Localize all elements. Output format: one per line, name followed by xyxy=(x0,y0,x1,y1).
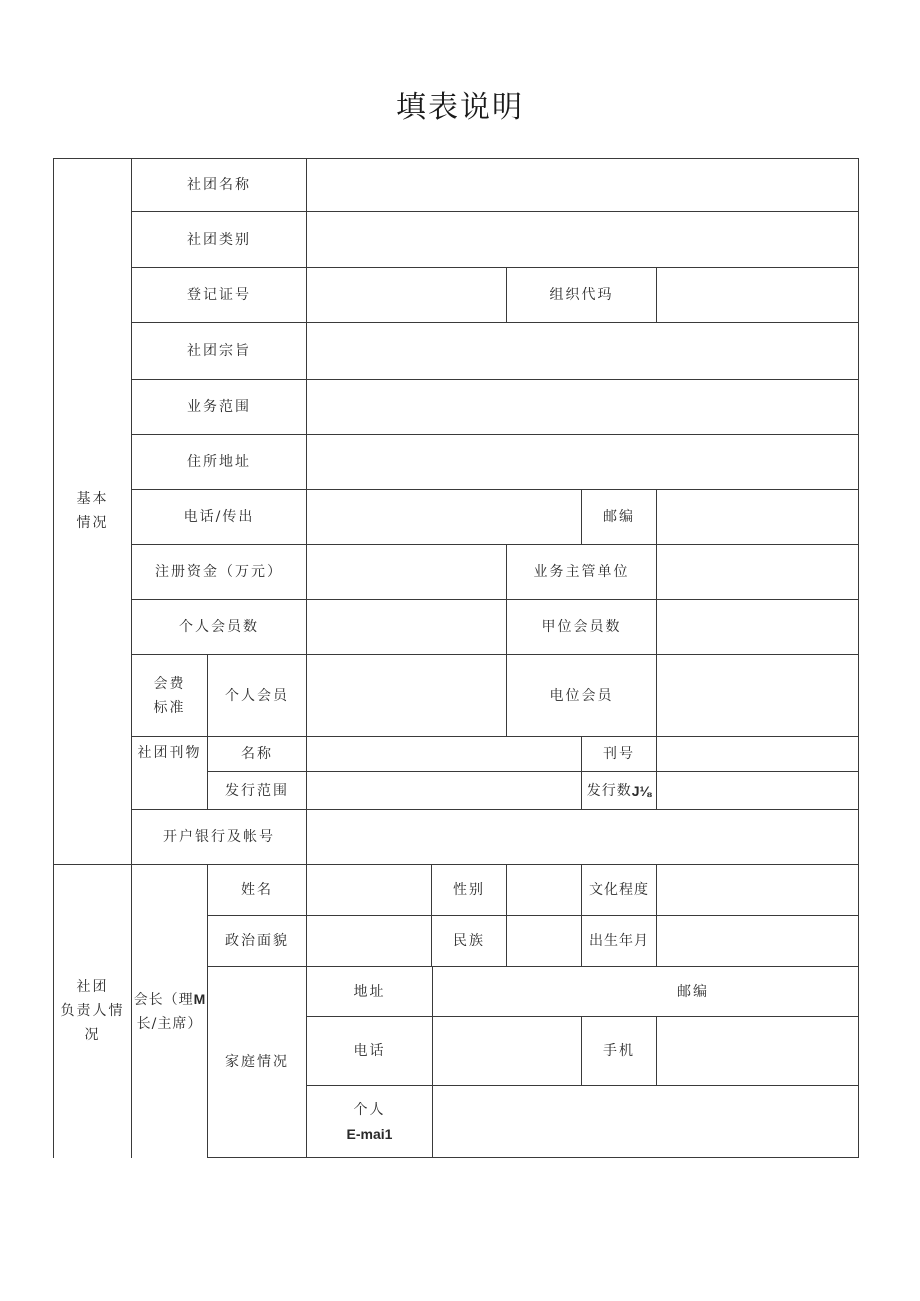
field-circulation[interactable] xyxy=(657,772,858,809)
label-family-info: 家庭情况 xyxy=(225,1054,289,1070)
label-mobile: 手机 xyxy=(603,1043,635,1059)
label-education: 文化程度 xyxy=(589,882,649,898)
field-home-postcode[interactable] xyxy=(730,967,858,1016)
label-home-address: 地址 xyxy=(353,983,386,1000)
field-journal-name[interactable] xyxy=(307,737,581,771)
label-political-status: 政治面貌 xyxy=(225,933,289,949)
label-person-name: 姓名 xyxy=(241,882,273,898)
label-club-journal: 社团刊物 xyxy=(137,745,202,761)
section-leader-label: 社团 负责人情 况 xyxy=(60,979,125,1043)
section-basic-label: 基本 情况 xyxy=(76,491,109,531)
label-organization-code: 组织代玛 xyxy=(549,287,614,303)
field-club-name[interactable] xyxy=(307,159,858,211)
field-club-purpose[interactable] xyxy=(307,323,858,379)
label-address: 住所地址 xyxy=(187,454,251,470)
label-home-postcode: 邮编 xyxy=(677,983,709,1000)
field-club-category[interactable] xyxy=(307,212,858,267)
label-gender: 性别 xyxy=(453,882,485,898)
field-home-address[interactable] xyxy=(433,967,633,1016)
label-supervising-unit: 业务主管单位 xyxy=(533,564,630,580)
field-bank-account[interactable] xyxy=(307,810,858,864)
label-club-purpose: 社团宗旨 xyxy=(187,343,251,359)
field-birth-date[interactable] xyxy=(657,916,858,966)
label-circulation: 发行数 J⅛ xyxy=(586,782,652,799)
field-unit-member-fee[interactable] xyxy=(657,655,858,736)
label-unit-member-count: 甲位会员数 xyxy=(541,619,622,635)
field-issue-number[interactable] xyxy=(657,737,858,771)
label-postcode: 邮编 xyxy=(603,509,635,525)
field-organization-code[interactable] xyxy=(657,268,858,322)
field-registration-number[interactable] xyxy=(307,268,506,322)
page-title: 填表说明 xyxy=(396,90,524,125)
label-registration-number: 登记证号 xyxy=(187,287,251,303)
field-distribution-range[interactable] xyxy=(307,772,581,809)
label-club-category: 社团类别 xyxy=(187,231,251,248)
label-issue-number: 刊号 xyxy=(603,746,635,762)
field-political-status[interactable] xyxy=(307,916,431,966)
field-home-phone[interactable] xyxy=(433,1017,581,1085)
field-personal-email[interactable] xyxy=(433,1086,858,1157)
label-business-scope: 业务范围 xyxy=(187,399,251,415)
field-mobile[interactable] xyxy=(657,1017,858,1085)
label-home-phone: 电话 xyxy=(353,1043,386,1059)
field-postcode[interactable] xyxy=(657,490,858,544)
label-registered-capital: 注册资金（万元） xyxy=(155,564,283,580)
field-individual-member-count[interactable] xyxy=(307,600,506,654)
field-ethnicity[interactable] xyxy=(507,916,581,966)
field-phone-fax[interactable] xyxy=(307,490,581,544)
field-supervising-unit[interactable] xyxy=(657,545,858,599)
label-distribution-range: 发行范围 xyxy=(225,782,289,799)
label-club-name: 社团名称 xyxy=(187,177,251,193)
label-individual-member-fee: 个人会员 xyxy=(225,687,289,704)
field-gender[interactable] xyxy=(507,865,581,915)
label-birth-date: 出生年月 xyxy=(589,933,649,949)
label-phone-fax: 电话/传出 xyxy=(183,509,255,525)
field-individual-member-fee[interactable] xyxy=(307,655,506,736)
label-journal-name: 名称 xyxy=(241,746,273,762)
field-person-name[interactable] xyxy=(307,865,431,915)
field-business-scope[interactable] xyxy=(307,380,858,434)
label-personal-email: 个人 E-mai1 xyxy=(346,1101,393,1142)
field-education[interactable] xyxy=(657,865,858,915)
label-individual-member-count: 个人会员数 xyxy=(179,619,259,635)
label-ethnicity: 民族 xyxy=(453,933,485,949)
label-bank-account: 开户银行及帐号 xyxy=(163,829,275,845)
label-unit-member-fee: 电位会员 xyxy=(549,687,614,704)
label-fee-standard: 会费 标准 xyxy=(153,675,186,716)
field-address[interactable] xyxy=(307,435,858,489)
label-president-role: 会长（理M 长/主席） xyxy=(133,990,206,1032)
field-unit-member-count[interactable] xyxy=(657,600,858,654)
field-registered-capital[interactable] xyxy=(307,545,506,599)
